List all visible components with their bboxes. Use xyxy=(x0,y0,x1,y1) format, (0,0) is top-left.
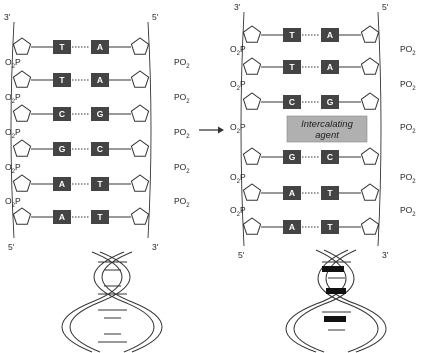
base-letter: G xyxy=(96,109,104,119)
base-letter: A xyxy=(96,75,104,85)
intercalated-band xyxy=(322,266,344,272)
normal-double-helix xyxy=(62,252,162,352)
phosphate-label-left: $O_2P$ xyxy=(230,79,246,92)
phosphate-label-right: $PO_2$ xyxy=(400,44,416,57)
base-letter: C xyxy=(58,109,66,119)
base-letter: A xyxy=(58,179,66,189)
phosphate-label-right: $PO_2$ xyxy=(400,172,416,185)
sugar-ring xyxy=(243,26,260,42)
transition-arrow xyxy=(199,127,224,134)
intercalating-agent-line1: Intercalating xyxy=(301,119,353,130)
sugar-ring xyxy=(243,148,260,164)
intercalated-double-helix xyxy=(286,250,386,352)
sugar-ring xyxy=(131,105,148,121)
sugar-ring xyxy=(361,218,378,234)
sugar-ring xyxy=(243,218,260,234)
sugar-ring xyxy=(361,184,378,200)
base-letter: T xyxy=(327,188,333,198)
phosphate-label-left: $O_2P$ xyxy=(5,127,21,140)
phosphate-label-left: $O_2P$ xyxy=(5,92,21,105)
base-letter: T xyxy=(289,62,295,72)
sugar-ring xyxy=(13,175,30,191)
sugar-ring xyxy=(13,71,30,87)
phosphate-label-left: $O_2P$ xyxy=(230,205,246,218)
prime-top-right: 5′ xyxy=(152,12,159,22)
sugar-ring xyxy=(361,93,378,109)
prime-top-left: 3′ xyxy=(4,12,11,22)
base-letter: T xyxy=(97,179,103,189)
phosphate-label-left: $O_2P$ xyxy=(5,162,21,175)
base-letter: T xyxy=(289,30,295,40)
sugar-ring xyxy=(13,105,30,121)
backbone-right xyxy=(148,22,151,238)
intercalated-band xyxy=(326,288,346,294)
sugar-ring xyxy=(361,58,378,74)
base-letter: T xyxy=(97,212,103,222)
intercalated-bands xyxy=(322,266,346,322)
phosphate-label-left: $O_2P$ xyxy=(5,57,21,70)
base-letter: A xyxy=(96,42,104,52)
base-letter: G xyxy=(326,97,334,107)
base-letter: A xyxy=(326,30,334,40)
phosphate-label-right: $PO_2$ xyxy=(174,196,190,209)
base-letter: T xyxy=(59,42,65,52)
sugar-ring xyxy=(131,71,148,87)
base-letter: A xyxy=(288,222,296,232)
base-letter: T xyxy=(327,222,333,232)
intercalating-agent xyxy=(287,116,367,142)
prime-bottom-left: 5′ xyxy=(238,250,245,260)
intercalating-agent-line2: agent xyxy=(315,130,339,141)
intercalated-band xyxy=(324,316,346,322)
base-letter: A xyxy=(58,212,66,222)
phosphate-label-left: $O_2P$ xyxy=(230,44,246,57)
base-letter: T xyxy=(59,75,65,85)
normal-dna-ladder xyxy=(4,12,190,252)
base-letter: C xyxy=(288,97,296,107)
base-letter: A xyxy=(288,188,296,198)
phosphate-label-right: $PO_2$ xyxy=(400,205,416,218)
base-letter: C xyxy=(326,152,334,162)
sugar-ring xyxy=(361,148,378,164)
phosphate-label-left: $O_2P$ xyxy=(230,122,246,135)
phosphate-label-left: $O_2P$ xyxy=(5,196,21,209)
sugar-ring xyxy=(243,58,260,74)
sugar-ring xyxy=(13,38,30,54)
phosphate-label-right: $PO_2$ xyxy=(174,92,190,105)
sugar-ring xyxy=(13,140,30,156)
prime-bottom-right: 3′ xyxy=(152,242,159,252)
base-letter: A xyxy=(326,62,334,72)
phosphate-label-right: $PO_2$ xyxy=(174,162,190,175)
sugar-ring xyxy=(361,26,378,42)
sugar-ring xyxy=(131,175,148,191)
phosphate-label-left: $O_2P$ xyxy=(230,172,246,185)
backbone-right xyxy=(378,12,381,246)
prime-bottom-right: 3′ xyxy=(382,250,389,260)
sugar-ring xyxy=(243,184,260,200)
prime-top-right: 5′ xyxy=(382,2,389,12)
base-letter: C xyxy=(96,144,104,154)
phosphate-label-right: $PO_2$ xyxy=(174,57,190,70)
sugar-ring xyxy=(131,38,148,54)
phosphate-label-right: $PO_2$ xyxy=(400,79,416,92)
phosphate-label-right: $PO_2$ xyxy=(174,127,190,140)
prime-bottom-left: 5′ xyxy=(8,242,15,252)
sugar-ring xyxy=(131,140,148,156)
base-letter: G xyxy=(288,152,296,162)
sugar-ring xyxy=(131,208,148,224)
prime-top-left: 3′ xyxy=(234,2,241,12)
sugar-ring xyxy=(13,208,30,224)
phosphate-label-right: $PO_2$ xyxy=(400,122,416,135)
base-letter: G xyxy=(58,144,66,154)
sugar-ring xyxy=(243,93,260,109)
